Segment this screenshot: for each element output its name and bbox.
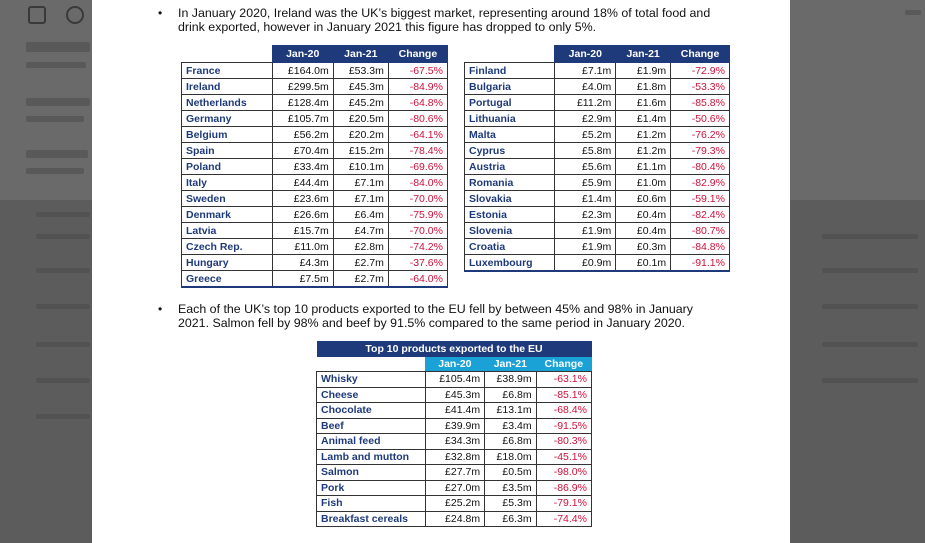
row-label: Slovakia — [465, 191, 555, 207]
value-jan21: £4.7m — [333, 223, 388, 239]
background-blurred-text — [26, 62, 86, 68]
value-jan20: £105.4m — [425, 372, 484, 388]
table-row — [465, 95, 730, 111]
value-change: -98.0% — [536, 465, 591, 481]
country-table-left — [181, 45, 448, 288]
value-jan21: £0.6m — [616, 191, 671, 207]
row-label: Spain — [182, 143, 273, 159]
value-jan21: £2.7m — [333, 271, 388, 288]
table-row — [182, 95, 448, 111]
table-row — [465, 207, 730, 223]
value-jan20: £7.1m — [555, 63, 616, 79]
row-label: Italy — [182, 175, 273, 191]
value-change: -72.9% — [671, 63, 730, 79]
background-blurred-text — [26, 150, 88, 158]
value-jan21: £13.1m — [485, 403, 537, 419]
value-jan20: £4.3m — [272, 255, 333, 271]
row-label: Ireland — [182, 79, 273, 95]
row-label: Estonia — [465, 207, 555, 223]
value-jan20: £26.6m — [272, 207, 333, 223]
value-change: -63.1% — [536, 372, 591, 388]
row-label: Bulgaria — [465, 79, 555, 95]
value-change: -80.7% — [671, 223, 730, 239]
country-table-right — [464, 45, 730, 272]
value-jan20: £2.9m — [555, 111, 616, 127]
row-label: Croatia — [465, 239, 555, 255]
table-row — [182, 271, 448, 288]
value-jan21: £3.4m — [485, 418, 537, 434]
value-change: -91.5% — [536, 418, 591, 434]
value-change: -70.0% — [388, 223, 447, 239]
value-change: -79.3% — [671, 143, 730, 159]
row-label: France — [182, 63, 273, 79]
value-change: -78.4% — [388, 143, 447, 159]
value-jan21: £2.8m — [333, 239, 388, 255]
row-label: Lithuania — [465, 111, 555, 127]
row-label: Beef — [317, 418, 426, 434]
row-label: Poland — [182, 159, 273, 175]
value-jan21: £15.2m — [333, 143, 388, 159]
row-label: Romania — [465, 175, 555, 191]
value-jan20: £15.7m — [272, 223, 333, 239]
value-jan21: £1.8m — [616, 79, 671, 95]
background-blurred-text — [26, 98, 90, 106]
background-blurred-text — [822, 342, 918, 347]
value-jan20: £1.9m — [555, 239, 616, 255]
value-change: -45.1% — [536, 449, 591, 465]
value-jan20: £23.6m — [272, 191, 333, 207]
value-change: -86.9% — [536, 480, 591, 496]
row-label: Hungary — [182, 255, 273, 271]
background-blurred-text — [36, 212, 90, 217]
table-row — [317, 418, 592, 434]
row-label: Whisky — [317, 372, 426, 388]
table-row — [317, 480, 592, 496]
intro-bullet — [158, 6, 738, 34]
header-jan21: Jan-21 — [616, 46, 671, 63]
table-row — [182, 111, 448, 127]
value-jan20: £5.8m — [555, 143, 616, 159]
table-row — [317, 465, 592, 481]
header-change: Change — [671, 46, 730, 63]
value-jan20: £128.4m — [272, 95, 333, 111]
table-row — [317, 496, 592, 512]
background-blurred-text — [36, 414, 90, 419]
value-jan20: £11.0m — [272, 239, 333, 255]
table-row — [182, 175, 448, 191]
value-change: -82.9% — [671, 175, 730, 191]
bullet-point: • — [158, 302, 163, 316]
table-row — [317, 511, 592, 527]
value-jan20: £56.2m — [272, 127, 333, 143]
value-jan21: £6.8m — [485, 387, 537, 403]
table-row — [182, 223, 448, 239]
row-label: Cheese — [317, 387, 426, 403]
header-jan20: Jan-20 — [272, 46, 333, 63]
value-jan21: £18.0m — [485, 449, 537, 465]
table-row — [465, 255, 730, 272]
calendar-icon — [28, 6, 46, 24]
value-change: -75.9% — [388, 207, 447, 223]
value-jan20: £33.4m — [272, 159, 333, 175]
table-row — [182, 159, 448, 175]
value-jan21: £0.5m — [485, 465, 537, 481]
background-blurred-text — [36, 378, 90, 383]
table-row — [182, 255, 448, 271]
background-blurred-text — [36, 234, 90, 239]
table-row — [465, 79, 730, 95]
row-label: Malta — [465, 127, 555, 143]
background-blurred-text — [822, 378, 918, 383]
value-jan20: £11.2m — [555, 95, 616, 111]
value-jan20: £7.5m — [272, 271, 333, 288]
table-row — [465, 159, 730, 175]
table-row — [182, 127, 448, 143]
row-label: Slovenia — [465, 223, 555, 239]
background-blurred-text — [36, 304, 90, 309]
value-jan20: £299.5m — [272, 79, 333, 95]
header-jan21: Jan-21 — [485, 357, 537, 372]
value-jan21: £10.1m — [333, 159, 388, 175]
value-jan21: £45.3m — [333, 79, 388, 95]
header-blank — [465, 46, 555, 63]
value-jan20: £27.7m — [425, 465, 484, 481]
intro-bullet-text: In January 2020, Ireland was the UK’s biggest market, representing around 18% of total food and drink exported, however in January 2021 this figure has dropped to only 5%. — [178, 6, 711, 34]
value-jan20: £2.3m — [555, 207, 616, 223]
value-jan20: £105.7m — [272, 111, 333, 127]
table-row — [182, 63, 448, 79]
row-label: Denmark — [182, 207, 273, 223]
table-row — [182, 207, 448, 223]
value-jan20: £5.6m — [555, 159, 616, 175]
value-change: -85.8% — [671, 95, 730, 111]
background-blurred-text — [26, 116, 84, 122]
value-jan20: £39.9m — [425, 418, 484, 434]
value-change: -37.6% — [388, 255, 447, 271]
value-jan20: £5.9m — [555, 175, 616, 191]
value-jan21: £7.1m — [333, 175, 388, 191]
value-jan21: £6.4m — [333, 207, 388, 223]
value-change: -91.1% — [671, 255, 730, 272]
row-label: Finland — [465, 63, 555, 79]
table-header-row — [465, 46, 730, 63]
table-row — [182, 143, 448, 159]
background-blurred-text — [26, 42, 90, 52]
row-label: Sweden — [182, 191, 273, 207]
value-jan21: £38.9m — [485, 372, 537, 388]
header-jan21: Jan-21 — [333, 46, 388, 63]
value-jan21: £7.1m — [333, 191, 388, 207]
value-change: -50.6% — [671, 111, 730, 127]
row-label: Netherlands — [182, 95, 273, 111]
background-blurred-text — [26, 168, 84, 174]
value-jan21: £3.5m — [485, 480, 537, 496]
row-label: Greece — [182, 271, 273, 288]
row-label: Breakfast cereals — [317, 511, 426, 527]
value-jan21: £1.9m — [616, 63, 671, 79]
row-label: Luxembourg — [465, 255, 555, 272]
table-row — [317, 372, 592, 388]
products-table-title: Top 10 products exported to the EU — [317, 341, 592, 357]
row-label: Cyprus — [465, 143, 555, 159]
value-change: -84.8% — [671, 239, 730, 255]
table-header-row — [182, 46, 448, 63]
row-label: Animal feed — [317, 434, 426, 450]
value-jan20: £32.8m — [425, 449, 484, 465]
products-header-row — [317, 357, 592, 372]
products-table — [316, 341, 592, 527]
header-blank — [182, 46, 273, 63]
header-change: Change — [388, 46, 447, 63]
header-jan20: Jan-20 — [425, 357, 484, 372]
value-jan21: £20.5m — [333, 111, 388, 127]
products-title-row — [317, 341, 592, 357]
value-jan20: £0.9m — [555, 255, 616, 272]
value-jan21: £0.3m — [616, 239, 671, 255]
table-row — [317, 449, 592, 465]
row-label: Fish — [317, 496, 426, 512]
value-jan20: £5.2m — [555, 127, 616, 143]
info-icon — [66, 6, 84, 24]
value-jan21: £1.2m — [616, 143, 671, 159]
value-jan21: £53.3m — [333, 63, 388, 79]
row-label: Chocolate — [317, 403, 426, 419]
table-row — [465, 175, 730, 191]
value-change: -85.1% — [536, 387, 591, 403]
products-bullet-text: Each of the UK’s top 10 products exported to the EU fell by between 45% and 98% in January 2021. Salmon fell by 98% and beef by 91.5% compared to the same period in January 2020. — [178, 302, 693, 330]
table-row — [465, 63, 730, 79]
value-jan21: £1.2m — [616, 127, 671, 143]
table-row — [182, 79, 448, 95]
value-jan21: £6.8m — [485, 434, 537, 450]
table-row — [465, 143, 730, 159]
document-page — [92, 0, 790, 543]
row-label: Czech Rep. — [182, 239, 273, 255]
row-label: Pork — [317, 480, 426, 496]
value-jan20: £25.2m — [425, 496, 484, 512]
value-jan20: £4.0m — [555, 79, 616, 95]
products-bullet — [158, 302, 718, 330]
table-row — [317, 403, 592, 419]
row-label: Portugal — [465, 95, 555, 111]
value-jan20: £164.0m — [272, 63, 333, 79]
value-change: -84.9% — [388, 79, 447, 95]
value-jan21: £1.0m — [616, 175, 671, 191]
value-jan20: £27.0m — [425, 480, 484, 496]
row-label: Germany — [182, 111, 273, 127]
value-change: -79.1% — [536, 496, 591, 512]
value-jan21: £2.7m — [333, 255, 388, 271]
value-jan20: £44.4m — [272, 175, 333, 191]
background-blurred-text — [36, 268, 90, 273]
value-jan21: £5.3m — [485, 496, 537, 512]
row-label: Belgium — [182, 127, 273, 143]
value-change: -74.2% — [388, 239, 447, 255]
background-blurred-text — [36, 342, 90, 347]
value-jan20: £45.3m — [425, 387, 484, 403]
header-change: Change — [536, 357, 591, 372]
value-change: -67.5% — [388, 63, 447, 79]
row-label: Lamb and mutton — [317, 449, 426, 465]
table-row — [182, 191, 448, 207]
value-change: -68.4% — [536, 403, 591, 419]
value-jan20: £70.4m — [272, 143, 333, 159]
table-row — [182, 239, 448, 255]
background-blurred-text — [822, 234, 918, 239]
value-jan20: £1.4m — [555, 191, 616, 207]
value-jan20: £1.9m — [555, 223, 616, 239]
value-change: -84.0% — [388, 175, 447, 191]
value-jan21: £6.3m — [485, 511, 537, 527]
value-change: -59.1% — [671, 191, 730, 207]
table-row — [317, 434, 592, 450]
header-jan20: Jan-20 — [555, 46, 616, 63]
background-blurred-text — [905, 10, 921, 15]
value-jan21: £0.4m — [616, 223, 671, 239]
value-jan20: £24.8m — [425, 511, 484, 527]
value-change: -80.4% — [671, 159, 730, 175]
table-row — [465, 127, 730, 143]
value-change: -76.2% — [671, 127, 730, 143]
table-row — [465, 223, 730, 239]
value-jan21: £1.4m — [616, 111, 671, 127]
value-change: -53.3% — [671, 79, 730, 95]
value-change: -64.8% — [388, 95, 447, 111]
table-row — [465, 111, 730, 127]
header-blank — [317, 357, 426, 372]
bullet-point: • — [158, 6, 163, 20]
value-change: -82.4% — [671, 207, 730, 223]
value-jan21: £45.2m — [333, 95, 388, 111]
value-jan21: £0.4m — [616, 207, 671, 223]
row-label: Austria — [465, 159, 555, 175]
value-jan21: £1.1m — [616, 159, 671, 175]
table-row — [465, 191, 730, 207]
table-row — [317, 387, 592, 403]
value-change: -64.0% — [388, 271, 447, 288]
value-change: -70.0% — [388, 191, 447, 207]
value-change: -69.6% — [388, 159, 447, 175]
value-jan20: £41.4m — [425, 403, 484, 419]
row-label: Salmon — [317, 465, 426, 481]
table-row — [465, 239, 730, 255]
background-blurred-text — [822, 268, 918, 273]
value-change: -80.3% — [536, 434, 591, 450]
background-blurred-text — [822, 304, 918, 309]
value-jan21: £20.2m — [333, 127, 388, 143]
value-jan20: £34.3m — [425, 434, 484, 450]
value-change: -74.4% — [536, 511, 591, 527]
value-jan21: £1.6m — [616, 95, 671, 111]
value-change: -64.1% — [388, 127, 447, 143]
row-label: Latvia — [182, 223, 273, 239]
value-jan21: £0.1m — [616, 255, 671, 272]
value-change: -80.6% — [388, 111, 447, 127]
